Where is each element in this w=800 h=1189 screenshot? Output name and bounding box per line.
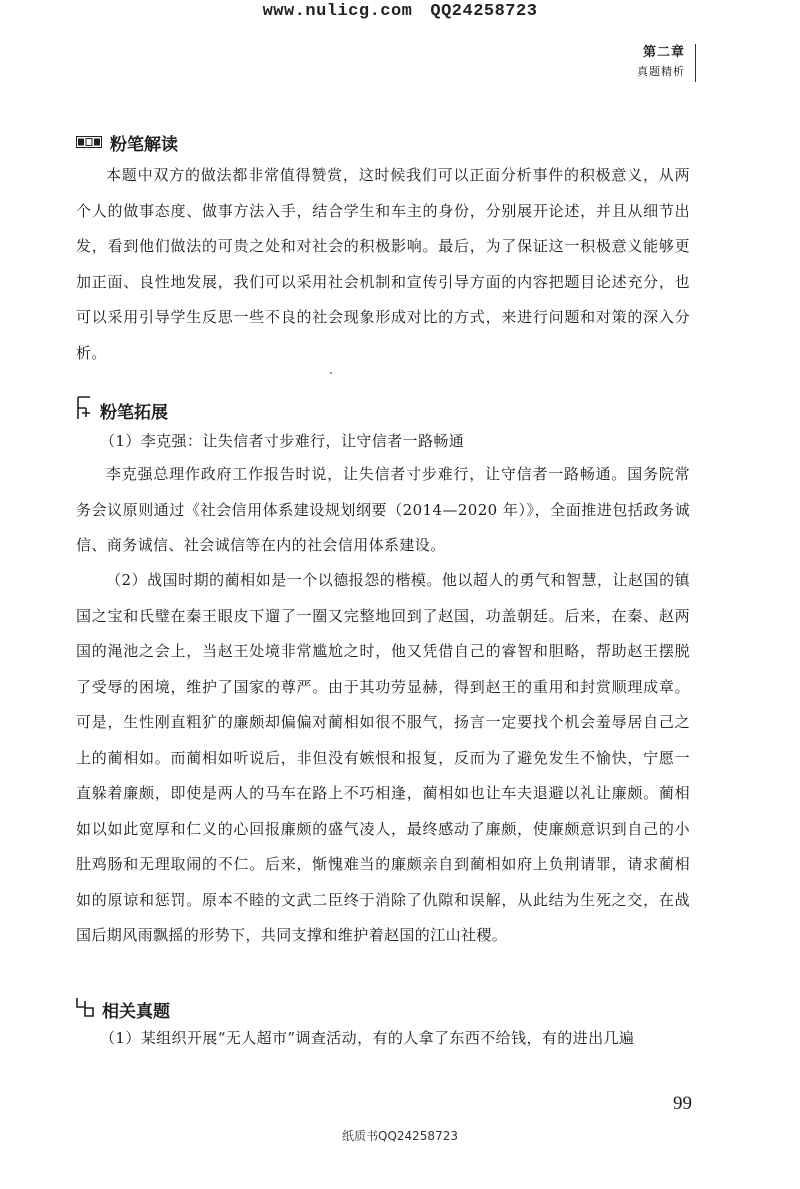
footer-watermark: 纸质书QQ24258723 (342, 1129, 458, 1143)
top-watermark (0, 2, 800, 21)
interpretation-paragraph: 本题中双方的做法都非常值得赞赏，这时候我们可以正面分析事件的积极意义，从两个人的做事态度、做事方法入手，结合学生和车主的身份，分别展开论述，并且从细节出发，看到他们做法的可贵之处和对社会的积极影响。最后，为了保证这一积极意义能够更加正面、良性地发展，我们可以采用社会机制和宣传引导方面的内容把题目论述充分，也可以采用引导学生反思一些不良的社会现象形成对比的方式，来进行问题和对策的深入分析。 (76, 166, 690, 362)
analysis-book-icon (76, 133, 102, 153)
section-extension-heading (76, 396, 168, 425)
watermark-qq: QQ24258723 (430, 2, 538, 21)
section-interpretation-title: 粉笔解读 (110, 135, 178, 155)
chapter-subtitle: 真题精析 (637, 65, 685, 78)
section-related-title: 相关真题 (102, 1002, 170, 1022)
extension-item2-paragraph: （2）战国时期的蔺相如是一个以德报怨的楷模。他以超人的勇气和智慧，让赵国的镇国之宝和氏璧在秦王眼皮下遛了一圈又完整地回到了赵国，功盖朝廷。后来，在秦、赵两国的渑池之会上，当赵王处境非常尴尬之时，他又凭借自己的睿智和胆略，帮助赵王摆脱了受辱的困境，维护了国家的尊严。由于其功劳显赫，得到赵王的重用和封赏顺理成章。可是，生性刚直粗犷的廉颇却偏偏对蔺相如很不服气，扬言一定要找个机会羞辱居自己之上的蔺相如。而蔺相如听说后，非但没有嫉恨和报复，反而为了避免发生不愉快，宁愿一直躲着廉颇，即使是两人的马车在路上不巧相逢，蔺相如也让车夫退避以礼让廉颇。蔺相如以如此宽厚和仁义的心回报廉颇的盛气凌人，最终感动了廉颇，使廉颇意识到自己的小肚鸡肠和无理取闹的不仁。后来，惭愧难当的廉颇亲自到蔺相如府上负荆请罪，请求蔺相如的原谅和惩罚。原本不睦的文武二臣终于消除了仇隙和误解，从此结为生死之交，在战国后期风雨飘摇的形势下，共同支撑和维护着赵国的江山社稷。 (76, 571, 690, 944)
chapter-header (637, 44, 696, 82)
extension-bracket-icon (76, 396, 92, 425)
section-interpretation-heading (76, 130, 178, 155)
watermark-site: www.nulicg.com (262, 2, 413, 21)
separator-dot (330, 372, 332, 374)
section-extension-title: 粉笔拓展 (100, 403, 168, 423)
extension-item1-paragraph: 李克强总理作政府工作报告时说，让失信者寸步难行，让守信者一路畅通。国务院常务会议原则通过《社会信用体系建设规划纲要（2014—2020 年）》，全面推进包括政务诚信、商务诚信、社会诚信等在内的社会信用体系建设。 (76, 465, 690, 554)
chapter-title: 第二章 (642, 45, 685, 60)
related-item1-line: （1）某组织开展“无人超市”调查活动，有的人拿了东西不给钱，有的进出几遍 (100, 1029, 635, 1047)
section-related-heading (76, 997, 170, 1022)
extension-item1-title: （1）李克强：让失信者寸步难行，让守信者一路畅通 (100, 432, 465, 450)
related-questions-icon (76, 997, 94, 1022)
page-number: 99 (673, 1093, 692, 1114)
